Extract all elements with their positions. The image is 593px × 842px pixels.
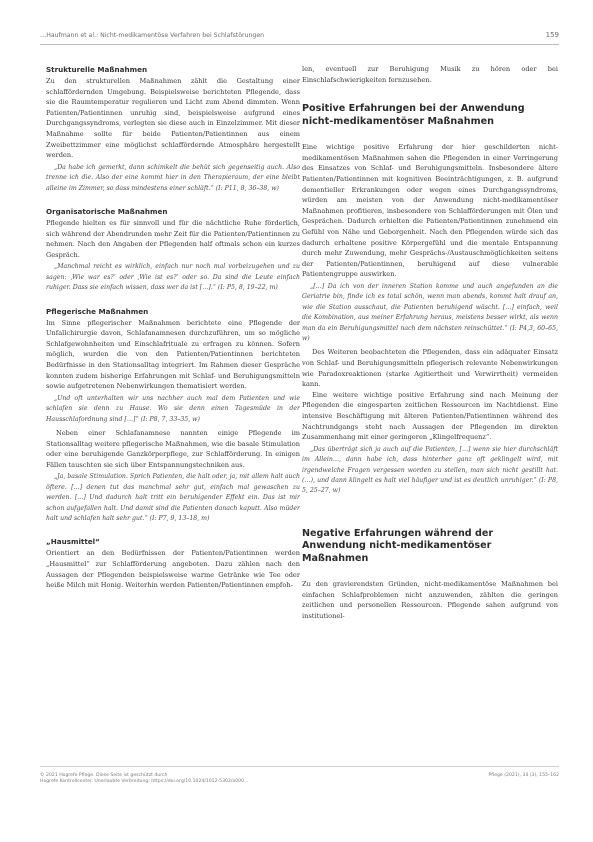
spacer [46, 197, 300, 206]
footer-citation: Pflege (2021), 34 (3), 155–162 [488, 773, 559, 778]
body-paragraph: Eine wichtige positive Erfahrung der hier geschilderten nicht-medikamentösen Maßnahmen sahen die Pflegenden in einer Verringerung des Einsatzes von Schlaf- und Beruhigungsmitteln. Insbesondere ältere Patienten/Patientinnen mit kognitiven Beeinträchtigungen, z. B. aufgrund dementieller Erkrankungen oder wegen eines Durchgangssyndroms, würden am meisten von der Anwendung nicht-medikamentöser Maßnahmen profitieren, insbesondere von Schlafförderungen mit Ölen und Gesprächen. Dadurch erhielten die Patienten/Patientinnen zunehmend ein Gefühl von Nähe und Geborgenheit. Nach den Pflegenden würde sich das dadurch erhaltene positive Körpergefühl und die mentale Entspannung durch mehr Zuwendung, mehr Gesprächs-/Austauschmöglichkeiten seitens der Patienten/Patientinnen, beruhigend auf diese vulnerable Patientengruppe auswirken. [302, 143, 558, 279]
subheading-pflegerische: Pflegerische Maßnahmen [46, 306, 149, 316]
footer-line: Hogrefe Kontrollcenter. Unerlaubte Verbreitung: https://doi.org/10.1024/1012-5302/a000… [40, 779, 249, 785]
footer-copyright [40, 773, 340, 786]
body-paragraph: Neben einer Schlafanamnese nannten einige Pflegende im Stationsalltag weitere pflegerische Maßnahmen, wie die basale Stimulation oder eine beruhigende Ganzkörperpflege, zur Schlafförderung. In einigen Fällen tauschten sie sich über Entspannungstechniken aus. [46, 428, 300, 469]
right-column [302, 64, 558, 724]
section-heading-positive: Positive Erfahrungen bei der Anwendung nicht-medikamentöser Maßnahmen [302, 103, 525, 127]
subheading-strukturelle: Strukturelle Maßnahmen [46, 65, 148, 74]
running-head-title: …Haufmann et al.: Nicht-medikamentöse Verfahren bei Schlafstörungen [40, 32, 265, 39]
interview-quote: „Manchmal reicht es wirklich, einfach nur noch mal vorbeizugehen und zu sagen: ‚Wie war es?‘ oder ‚Wie ist es?‘ oder so. Da sind die Leute einfach ruhiger. Dass sie einfach wissen, dass wer da ist […].“ (I: P5, 8, 19–22, m) [46, 263, 300, 292]
interview-quote: „Ja, basale Stimulation. Sprich Patienten, die halt oder, ja, mit allem halt auch öftere. […] denen tut das manchmal sehr gut, einfach mal gewaschen zu werden. […] Und dadurch halt tritt ein beruhigender Effekt ein. Das ist mir schon aufgefallen halt. Und damit sind die Patienten danach kaputt. Also müder halt und schlafen halt sehr gut.“ (I: P7, 9, 13–18, m) [46, 473, 300, 522]
body-paragraph: Zu den strukturellen Maßnahmen zählt die Gestaltung einer schlaffördernden Umgebung. Beispielsweise berichteten Pflegende, dass sie die Raumtemperatur regulieren und Licht zum Abend dimmten. Wenn Patienten/Patientinnen unruhig sind, beispielsweise aufgrund eines Durchgangssyndroms, verlegten sie diese auch in Einzelzimmer. Mit dieser Maßnahme sollte für beide Patienten/Patientinnen aus einem Zweibettzimmer eine möglichst schlaffördernde Atmosphäre hergestellt werden. [46, 77, 300, 160]
interview-quote: „Und oft unterhalten wir uns nachher auch mal dem Patienten und wie schlafen sie denn zu Hause. Wo sie denn einen Tagesmüde in der Hausschlafordnung sind […]“ (I: P8, 7, 33–35, w) [46, 394, 300, 423]
body-paragraph: Zu den gravierendsten Gründen, nicht-medikamentöse Maßnahmen bei einfachen Schlafproblemen nicht anzuwenden, zählten die geringen zeitlichen und personellen Ressourcen. Pflegende sahen aufgrund von institutionel- [302, 580, 558, 620]
page-number: 159 [545, 31, 559, 39]
interview-quote: „Da habe ich gemerkt, dann schimkelt die behüt sich gegenseitig auch. Also trenne ich die. Also der eine kommt hier in den Therapieraum, der eine bleibt alleine im Zimmer, so dass mindestens einer schläft.“ (I: P11, 8, 36–38, w) [46, 163, 300, 192]
body-paragraph: Im Sinne pflegerischer Maßnahmen berichtete eine Pflegende der Unfallchirurgie davon, Schlafanamnesen durchzuführen, um so mögliche Schlafgewohnheiten und Einschlafrituale zu erfragen zu können. Sofern möglich, wurden die von den Patienten/Patientinnen berichteten Bedürfnisse in den Stationsalltag integriert. Im Rahmen dieser Gespräche konnten zudem bisherige Erfahrungen mit Schlaf- und Beruhigungsmitteln sowie aufgetretenen Nebenwirkungen thematisiert werden. [46, 318, 300, 391]
spacer [302, 500, 558, 528]
left-column [46, 64, 300, 724]
body-paragraph: Orientiert an den Bedürfnissen der Patienten/Patientinnen werden „Hausmittel“ zur Schlafförderung angeboten. Dazu zählen nach den Aussagen der Pflegenden beispielsweise warme Getränke wie Tee oder heiße Milch mit Honig. Weiterhin werden Patienten/Patientinnen empfoh- [46, 549, 300, 590]
body-paragraph: Pflegende hielten es für sinnvoll und für die nächtliche Ruhe förderlich, sich während der Abendrunden mehr Zeit für die Patienten/Patientinnen zu nehmen. Nach den Angaben der Pflegenden half oftmals schon ein kurzes Gespräch. [46, 218, 300, 259]
subheading-organisatorische: Organisatorische Maßnahmen [46, 206, 168, 216]
interview-quote: „[…] Da ich von der inneren Station komme und auch angefunden an die Geriatrie bin, finde ich es total schön, wenn man abends, kommt halt drauf an, wie die Station ausschaut, die Patienten beruhigend wäscht. […] einfach, weil die Kombination, aus meiner Erfahrung heraus, meistens besser wirkt, als wenn man da ein Beruhigungsmittel nach dem nächsten reinschüttet.“ (I: P4,3, 60–65, w) [302, 282, 558, 342]
body-paragraph: Des Weiteren beobachteten die Pflegenden, dass ein adäquater Einsatz von Schlaf- und Beruhigungsmitteln pflegerisch relevante Nebenwirkungen wie Paradoxreaktionen (starke Agitiertheit und Verwirrtheit) vermeiden kann. [302, 348, 558, 389]
running-head [40, 30, 559, 42]
body-paragraph: Eine weitere wichtige positive Erfahrung sind nach Meinung der Pflegenden die eingesparten zeitlichen Ressourcen im Nachtdienst. Eine intensive Beschäftigung mit älteren Patienten/Patientinnen während des Nachtrundgangs steht nach Aussagen der Pflegenden im direkten Zusammenhang mit einer geringeren „Klingelfrequenz“. [302, 390, 558, 442]
section-heading-negative: Negative Erfahrungen während der Anwendung nicht-medikamentöser Maßnahmen [302, 527, 494, 564]
header-divider [40, 44, 559, 45]
footer-divider [40, 766, 559, 767]
footer-line: © 2021 Hogrefe Pflege. Diese Seite ist geschützt durch [40, 773, 168, 778]
spacer [302, 85, 558, 103]
subheading-hausmittel: „Hausmittel“ [46, 537, 100, 547]
spacer [46, 527, 300, 536]
interview-quote: „Das überträgt sich ja auch auf die Patienten, […] wenn sie hier durchschläft im Allein…, dann habe ich, dass hinterher ganz oft geklingelt wird, mit irgendwelche Fragen vergessen worden zu stellen, man sich nicht gestillt hat. (…), und dann klingelt es halt viel häufiger und ist es deutlich unruhiger.“ (I: P8, 5, 25–27, w) [302, 445, 558, 495]
spacer [46, 297, 300, 306]
body-paragraph-continuation: len, eventuell zur Beruhigung Musik zu hören oder bei Einschlafschwierigkeiten fernzusehen. [302, 65, 558, 84]
